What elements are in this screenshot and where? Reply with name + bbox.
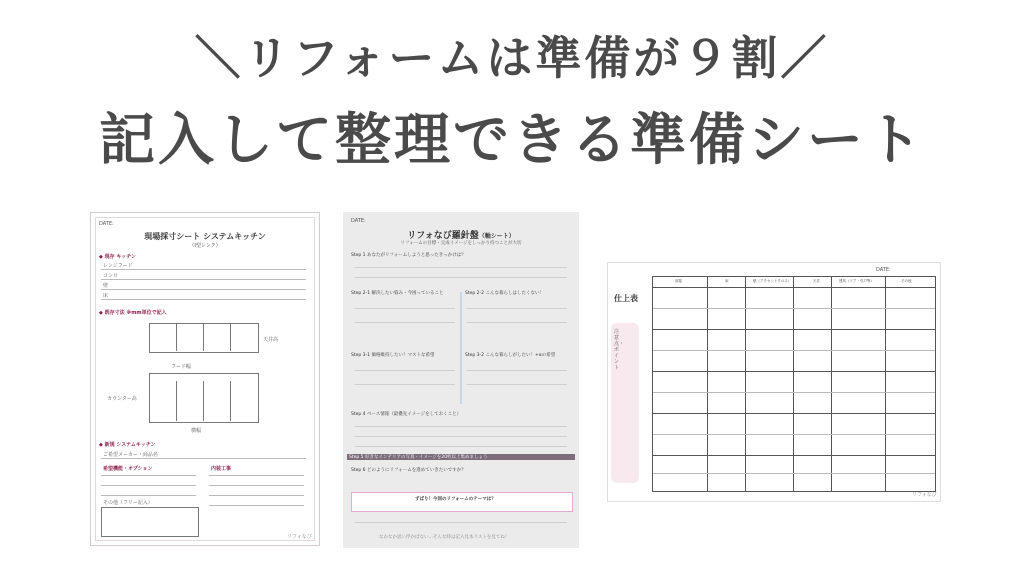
divider [355, 267, 567, 268]
center-axis [460, 292, 462, 404]
divider [101, 269, 306, 270]
divider [209, 495, 304, 496]
section-dimensions: ◆ 既存寸法 ※mm単位で記入 [99, 310, 167, 316]
row-label: コンロ [103, 273, 119, 279]
row-rule [653, 329, 935, 330]
step-1: Step 1 あなたがリフォームしようと思ったきっかけは？ [351, 253, 466, 258]
divider [101, 299, 306, 300]
theme-box [351, 492, 573, 512]
divider [101, 495, 196, 496]
cabinet-divider [203, 323, 204, 351]
divider [355, 322, 455, 323]
step-3-1: Step 3-1 価格維持したい！マストな希望 [351, 353, 435, 358]
row-subrule [653, 308, 935, 309]
step-3-2: Step 3-2 こんな暮らしがしたい！+αの希望 [465, 353, 556, 358]
sheet-footer: なかなか思い浮かばない…そんな時は記入見本リストを見てね！ [379, 535, 510, 540]
sheet-title: 仕上表 [614, 294, 638, 303]
divider [355, 277, 567, 278]
cabinet-divider [230, 323, 231, 351]
label-maker: ご希望メーカー・商品名 [103, 452, 158, 458]
divider [101, 475, 196, 476]
divider [101, 289, 306, 290]
column-header: 天井 [813, 279, 820, 283]
column-rule [793, 277, 794, 491]
row-subrule [653, 473, 935, 474]
header-rule [653, 287, 935, 288]
headline-line1: ＼リフォームは準備が９割／ [194, 31, 830, 85]
sheet-finish-table [607, 262, 941, 502]
label-width: 横幅 [191, 428, 202, 434]
column-rule [745, 277, 746, 491]
divider [355, 370, 455, 371]
divider [355, 446, 567, 447]
cabinet-divider [203, 381, 204, 421]
side-note: 注意点・ポイント [614, 329, 625, 371]
sheet-footer-logo: リフォなび [287, 534, 312, 540]
sheet-subtitle: （Ⅰ型シンク） [189, 243, 221, 249]
lower-cabinet [149, 373, 259, 423]
column-rule [707, 277, 708, 491]
title-text: リフォなび羅針盤 [407, 231, 479, 241]
divider [209, 475, 304, 476]
divider [355, 384, 455, 385]
sheet-footer-logo: リフォなび [912, 492, 937, 498]
label-counter: カウンター高 [107, 396, 137, 402]
step-4: Step 4 ベース情報（最優先イメージをしておくこと） [351, 412, 462, 417]
divider [467, 322, 567, 323]
label-options: 希望機能・オプション [103, 466, 153, 472]
label-interior: 内装工事 [211, 466, 232, 472]
theme-label: ずばり！今回のリフォームのテーマは？ [415, 497, 496, 502]
label-other: その他（フリー記入） [103, 500, 153, 506]
divider [467, 308, 567, 309]
divider [101, 279, 306, 280]
row-rule [653, 371, 935, 372]
divider [355, 426, 567, 427]
finish-table [652, 276, 936, 492]
divider [209, 505, 304, 506]
step-6: Step 6 どのようにリフォームを進めていきたいですか？ [351, 468, 466, 473]
cabinet-divider [176, 381, 177, 421]
sheet-subtitle: リフォームの目標・完成イメージをしっかり持つことが大切 [400, 241, 522, 246]
row-subrule [653, 350, 935, 351]
divider [467, 384, 567, 385]
divider [355, 308, 455, 309]
divider [209, 485, 304, 486]
row-label: 床 [103, 293, 109, 299]
upper-cabinet [149, 323, 259, 353]
divider [467, 370, 567, 371]
title-suffix: （軸シート） [478, 233, 515, 240]
column-header: 部屋 [675, 279, 682, 283]
row-rule [653, 413, 935, 414]
date-label: DATE: [99, 221, 114, 227]
step-2-1: Step 2-1 解決したい悩み・今困っていること [351, 291, 444, 296]
column-header: 床 [725, 279, 729, 283]
cabinet-divider [230, 381, 231, 421]
row-label: レンジフード [103, 263, 133, 269]
column-rule [885, 277, 886, 491]
label-ceiling: 天井高 [263, 337, 279, 343]
free-entry-box [101, 507, 199, 537]
date-label: DATE: [351, 218, 366, 224]
divider [101, 485, 196, 486]
section-new: ◆ 新規 システムキッチン [99, 442, 156, 448]
row-label: 壁 [103, 283, 109, 289]
sheet-title: 現場採寸シート システムキッチン [144, 232, 266, 241]
row-subrule [653, 434, 935, 435]
section-existing: ◆ 現存 キッチン [99, 254, 136, 260]
divider [101, 458, 306, 459]
row-rule [653, 455, 935, 456]
sheet-compass [343, 212, 579, 548]
date-label: DATE: [876, 267, 891, 273]
sheet-measurement-kitchen [90, 212, 320, 546]
row-subrule [653, 392, 935, 393]
column-header: 建具（ドア・引戸等） [839, 279, 874, 283]
step-5-banner: Step 5 好きなインテリアの写真・イメージを20枚以上集めましょう [347, 454, 575, 460]
column-header: 壁（アクセントクロス） [753, 279, 792, 283]
divider [355, 436, 567, 437]
label-hood: フード幅 [171, 364, 191, 370]
column-header: その他 [901, 279, 912, 283]
column-rule [831, 277, 832, 491]
step-2-2: Step 2-2 こんな暮らしはしたくない！ [465, 291, 544, 296]
headline-line2: 記入して整理できる準備シート [99, 108, 925, 173]
divider [355, 522, 567, 523]
cabinet-divider [176, 323, 177, 351]
